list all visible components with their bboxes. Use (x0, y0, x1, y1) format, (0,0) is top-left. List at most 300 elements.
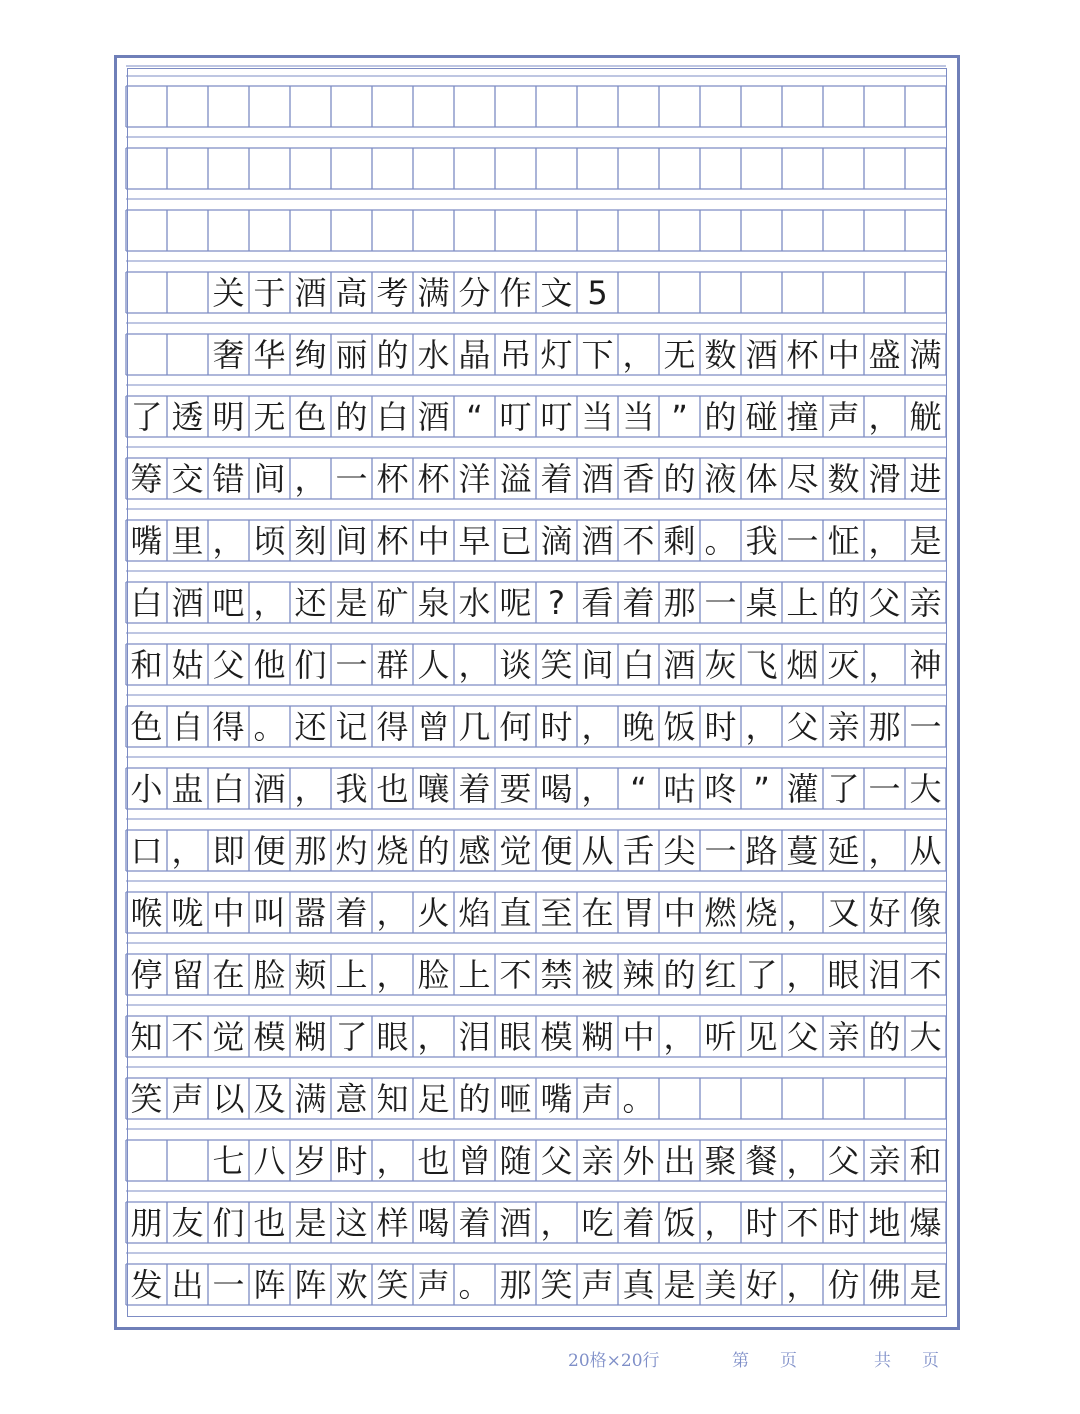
grid-char: 父 (786, 707, 819, 746)
grid-char: 着 (335, 893, 368, 932)
grid-char: 数 (704, 335, 737, 374)
grid-char: 咚 (704, 769, 737, 808)
grid-char: 中 (827, 335, 860, 374)
grid-char: 觉 (499, 831, 532, 870)
grid-char: 糊 (294, 1017, 327, 1056)
grid-char: 一 (786, 521, 819, 560)
grid-char: 眼 (376, 1017, 409, 1056)
grid-char: 要 (499, 769, 532, 808)
grid-char: ， (171, 831, 204, 870)
grid-char: 烧 (376, 831, 409, 870)
grid-char: 时 (335, 1141, 368, 1180)
grid-char: 桌 (745, 583, 778, 622)
grid-char: ” (753, 769, 770, 808)
grid-char: 亲 (909, 583, 942, 622)
grid-char: 间 (253, 459, 286, 498)
grid-char: 白 (376, 397, 409, 436)
grid-char: 路 (745, 831, 778, 870)
grid-char: 酒 (294, 273, 327, 312)
grid-char: 的 (663, 955, 696, 994)
grid-char: 的 (335, 397, 368, 436)
grid-char: 。 (704, 521, 737, 560)
grid-char: 火 (417, 893, 450, 932)
grid-char: 中 (212, 893, 245, 932)
grid-char: 延 (827, 831, 860, 870)
grid-char: 是 (909, 1265, 942, 1304)
grid-char: 像 (909, 893, 942, 932)
grid-char: 盛 (868, 335, 901, 374)
grid-char: ” (671, 397, 688, 436)
grid-char: 中 (663, 893, 696, 932)
grid-char: ， (540, 1203, 573, 1242)
grid-char: 交 (171, 459, 204, 498)
grid-char: 口 (130, 831, 163, 870)
grid-char: 得 (376, 707, 409, 746)
grid-char: 看 (581, 583, 614, 622)
grid-char: 撞 (786, 397, 819, 436)
grid-char: 酒 (745, 335, 778, 374)
grid-char: 不 (786, 1203, 819, 1242)
grid-char: 当 (622, 397, 655, 436)
grid-char: 已 (499, 521, 532, 560)
grid-char: 感 (458, 831, 491, 870)
grid-char: 着 (540, 459, 573, 498)
grid-char: 曾 (417, 707, 450, 746)
grid-char: 知 (130, 1017, 163, 1056)
grid-char: 不 (171, 1017, 204, 1056)
grid-char: 白 (622, 645, 655, 684)
grid-char: 关 (212, 273, 245, 312)
grid-char: 错 (212, 459, 245, 498)
grid-char: 。 (253, 707, 286, 746)
grid-char: 满 (417, 273, 450, 312)
grid-char: 声 (827, 397, 860, 436)
grid-char: 留 (171, 955, 204, 994)
grid-char: 早 (458, 521, 491, 560)
grid-char: 烟 (786, 645, 819, 684)
grid-char: 尖 (663, 831, 696, 870)
grid-char: 杯 (786, 335, 819, 374)
grid-char: 声 (417, 1265, 450, 1304)
grid-char: 间 (581, 645, 614, 684)
grid-char: 从 (909, 831, 942, 870)
grid-char: 白 (212, 769, 245, 808)
grid-char: ， (786, 955, 819, 994)
grid-char: 5 (587, 273, 608, 312)
grid-char: 吧 (212, 583, 245, 622)
grid-char: 听 (704, 1017, 737, 1056)
grid-char: 一 (704, 583, 737, 622)
grid-char: 一 (704, 831, 737, 870)
grid-char: 是 (294, 1203, 327, 1242)
grid-char: ， (212, 521, 245, 560)
grid-char: 的 (458, 1079, 491, 1118)
grid-char: 那 (663, 583, 696, 622)
grid-char: 泉 (417, 583, 450, 622)
grid-char: 及 (253, 1079, 286, 1118)
grid-char: 那 (294, 831, 327, 870)
grid-char: 好 (868, 893, 901, 932)
grid-char: 胃 (622, 893, 655, 932)
grid-char: 不 (622, 521, 655, 560)
grid-char: 发 (130, 1265, 163, 1304)
grid-char: 岁 (294, 1141, 327, 1180)
grid-char: 灌 (786, 769, 819, 808)
grid-char: 声 (581, 1265, 614, 1304)
grid-char: 喝 (417, 1203, 450, 1242)
grid-char: 无 (253, 397, 286, 436)
grid-char: 饭 (663, 1203, 696, 1242)
grid-char: 欢 (335, 1265, 368, 1304)
grid-char: ， (253, 583, 286, 622)
grid-char: 剩 (663, 521, 696, 560)
grid-char: 是 (663, 1265, 696, 1304)
grid-char: 杯 (376, 521, 409, 560)
grid-char: 的 (827, 583, 860, 622)
grid-char: 群 (376, 645, 409, 684)
grid-char: 自 (171, 707, 204, 746)
grid-char: 分 (458, 273, 491, 312)
grid-char: 真 (622, 1265, 655, 1304)
grid-char: 糊 (581, 1017, 614, 1056)
grid-char: 文 (540, 273, 573, 312)
grid-char: 一 (335, 645, 368, 684)
grid-char: 见 (745, 1017, 778, 1056)
grid-char: 时 (827, 1203, 860, 1242)
grid-char: 着 (622, 583, 655, 622)
grid-char: 觉 (212, 1017, 245, 1056)
grid-char: 便 (253, 831, 286, 870)
total-label-prefix: 共 (874, 1351, 891, 1371)
grid-char: 滑 (868, 459, 901, 498)
grid-char: 洋 (458, 459, 491, 498)
grid-char: 泪 (458, 1017, 491, 1056)
grid-char: 以 (212, 1079, 245, 1118)
grid-char: 美 (704, 1265, 737, 1304)
grid-char: ， (294, 459, 327, 498)
grid-char: 当 (581, 397, 614, 436)
grid-char: 餐 (745, 1141, 778, 1180)
grid-char: 大 (909, 1017, 942, 1056)
grid-char: 何 (499, 707, 532, 746)
grid-char: 数 (827, 459, 860, 498)
grid-char: 筹 (130, 459, 163, 498)
grid-char: 高 (335, 273, 368, 312)
grid-char: 一 (212, 1265, 245, 1304)
grid-char: 足 (417, 1079, 450, 1118)
grid-char: 杯 (417, 459, 450, 498)
grid-char: 色 (130, 707, 163, 746)
grid-char: 间 (335, 521, 368, 560)
grid-char: ， (868, 397, 901, 436)
grid-char: 上 (786, 583, 819, 622)
grid-char: 明 (212, 397, 245, 436)
grid-char: 酒 (417, 397, 450, 436)
grid-char: 眼 (827, 955, 860, 994)
grid-char: 了 (745, 955, 778, 994)
grid-char: 丽 (335, 335, 368, 374)
grid-char: 亲 (827, 1017, 860, 1056)
grid-char: 白 (130, 583, 163, 622)
grid-char: ， (745, 707, 778, 746)
page-label-prefix: 第 (732, 1351, 749, 1371)
grid-char: ， (376, 955, 409, 994)
grid-char: 叮 (540, 397, 573, 436)
grid-char: 作 (499, 273, 532, 312)
grid-char: 刻 (294, 521, 327, 560)
grid-char: 灼 (335, 831, 368, 870)
grid-char: 叮 (499, 397, 532, 436)
grid-char: 的 (704, 397, 737, 436)
grid-char: 喉 (130, 893, 163, 932)
grid-char: 的 (663, 459, 696, 498)
grid-char: 八 (253, 1141, 286, 1180)
grid-char: 声 (581, 1079, 614, 1118)
grid-char: 小 (130, 769, 163, 808)
grid-char: 透 (171, 397, 204, 436)
grid-char: 笑 (130, 1079, 163, 1118)
grid-char: 上 (458, 955, 491, 994)
grid-char: ， (663, 1017, 696, 1056)
grid-char: 的 (376, 335, 409, 374)
grid-char: “ (630, 769, 647, 808)
grid-char: 笑 (540, 645, 573, 684)
grid-char: 觥 (909, 397, 942, 436)
grid-char: 咂 (499, 1079, 532, 1118)
grid-char: 父 (827, 1141, 860, 1180)
grid-char: 那 (499, 1265, 532, 1304)
grid-char: 们 (294, 645, 327, 684)
grid-char: 中 (622, 1017, 655, 1056)
grid-char: 飞 (745, 645, 778, 684)
grid-char: 也 (376, 769, 409, 808)
grid-char: 杯 (376, 459, 409, 498)
grid-char: 溢 (499, 459, 532, 498)
grid-char: 里 (171, 521, 204, 560)
grid-char: 顷 (253, 521, 286, 560)
grid-char: 喝 (540, 769, 573, 808)
grid-char: 满 (294, 1079, 327, 1118)
grid-char: 好 (745, 1265, 778, 1304)
grid-char: 时 (745, 1203, 778, 1242)
grid-char: 了 (827, 769, 860, 808)
grid-char: 那 (868, 707, 901, 746)
grid-char: ， (294, 769, 327, 808)
grid-char: 声 (171, 1079, 204, 1118)
grid-char: 外 (622, 1141, 655, 1180)
grid-char: ， (786, 893, 819, 932)
grid-char: 模 (540, 1017, 573, 1056)
grid-char: ， (376, 893, 409, 932)
grid-char: 脸 (417, 955, 450, 994)
grid-char: 呢 (499, 583, 532, 622)
grid-char: 了 (335, 1017, 368, 1056)
grid-char: 笑 (376, 1265, 409, 1304)
grid-char: 酒 (663, 645, 696, 684)
grid-char: 于 (253, 273, 286, 312)
grid-char: ， (622, 335, 655, 374)
grid-char: 聚 (704, 1141, 737, 1180)
grid-char: 在 (581, 893, 614, 932)
grid-char: ， (458, 645, 491, 684)
grid-char: 一 (335, 459, 368, 498)
grid-char: 颊 (294, 955, 327, 994)
grid-char: 奢 (212, 335, 245, 374)
grid-char: 尽 (786, 459, 819, 498)
grid-char: 地 (868, 1203, 901, 1242)
grid-char: 灯 (540, 335, 573, 374)
grid-char: 嘴 (540, 1079, 573, 1118)
grid-char: 着 (458, 769, 491, 808)
grid-char: 晚 (622, 707, 655, 746)
grid-char: 禁 (540, 955, 573, 994)
grid-char: 考 (376, 273, 409, 312)
grid-char: 至 (540, 893, 573, 932)
grid-char: 曾 (458, 1141, 491, 1180)
grid-char: 酒 (253, 769, 286, 808)
grid-char: 出 (171, 1265, 204, 1304)
grid-char: 姑 (171, 645, 204, 684)
grid-char: 着 (458, 1203, 491, 1242)
grid-char: 父 (868, 583, 901, 622)
grid-char: 出 (663, 1141, 696, 1180)
grid-char: 晶 (458, 335, 491, 374)
grid-char: 蔓 (786, 831, 819, 870)
grid-char: 也 (253, 1203, 286, 1242)
grid-char: 嚣 (294, 893, 327, 932)
grid-char: 酒 (581, 459, 614, 498)
grid-char: 样 (376, 1203, 409, 1242)
page-label-suffix: 页 (780, 1351, 797, 1371)
grid-char: 神 (909, 645, 942, 684)
grid-char: 眼 (499, 1017, 532, 1056)
grid-char: 和 (130, 645, 163, 684)
grid-char: 父 (786, 1017, 819, 1056)
grid-char: 色 (294, 397, 327, 436)
grid-char: “ (466, 397, 483, 436)
grid-char: 燃 (704, 893, 737, 932)
grid-char: 矿 (376, 583, 409, 622)
grid-char: 也 (417, 1141, 450, 1180)
grid-char: ， (868, 521, 901, 560)
grid-char: 又 (827, 893, 860, 932)
grid-char: ， (868, 645, 901, 684)
grid-char: 无 (663, 335, 696, 374)
grid-char: 嚷 (417, 769, 450, 808)
grid-char: 直 (499, 893, 532, 932)
grid-char: 意 (335, 1079, 368, 1118)
grid-char: 红 (704, 955, 737, 994)
grid-char: 是 (335, 583, 368, 622)
grid-char: 朋 (130, 1203, 163, 1242)
grid-char: 我 (745, 521, 778, 560)
grid-char: 模 (253, 1017, 286, 1056)
grid-char: ， (704, 1203, 737, 1242)
grid-char: 时 (540, 707, 573, 746)
grid-char: 华 (253, 335, 286, 374)
grid-char: ， (868, 831, 901, 870)
grid-char: 爆 (909, 1203, 942, 1242)
grid-char: 和 (909, 1141, 942, 1180)
grid-char: 知 (376, 1079, 409, 1118)
grid-char: 还 (294, 583, 327, 622)
grid-char: 他 (253, 645, 286, 684)
grid-char: 随 (499, 1141, 532, 1180)
grid-char: 佛 (868, 1265, 901, 1304)
grid-char: 叫 (253, 893, 286, 932)
grid-char: 水 (417, 335, 450, 374)
grid-char: 一 (909, 707, 942, 746)
grid-char: 几 (458, 707, 491, 746)
grid-char: 满 (909, 335, 942, 374)
grid-char: 。 (622, 1079, 655, 1118)
grid-char: 谈 (499, 645, 532, 684)
grid-char: 饭 (663, 707, 696, 746)
page-footer (0, 1346, 1080, 1370)
grid-char: 吃 (581, 1203, 614, 1242)
grid-char: 中 (417, 521, 450, 560)
grid-char: 体 (745, 459, 778, 498)
grid-char: 即 (212, 831, 245, 870)
grid-char: 仿 (827, 1265, 860, 1304)
grid-char: 上 (335, 955, 368, 994)
grid-char: 我 (335, 769, 368, 808)
grid-char: 下 (581, 335, 614, 374)
grid-char: 父 (540, 1141, 573, 1180)
grid-char: 不 (909, 955, 942, 994)
grid-spec-label: 20格×20行 (568, 1351, 660, 1371)
grid-char: 得 (212, 707, 245, 746)
grid-char: 停 (130, 955, 163, 994)
grid-char: 焰 (458, 893, 491, 932)
total-label-suffix: 页 (922, 1351, 939, 1371)
grid-char: 还 (294, 707, 327, 746)
grid-char: 滴 (540, 521, 573, 560)
grid-char: 香 (622, 459, 655, 498)
grid-char: 盅 (171, 769, 204, 808)
grid-char: 阵 (253, 1265, 286, 1304)
grid-char: ， (786, 1265, 819, 1304)
grid-char: 七 (212, 1141, 245, 1180)
grid-char: 灭 (827, 645, 860, 684)
grid-char: 从 (581, 831, 614, 870)
grid-char: 友 (171, 1203, 204, 1242)
grid-char: 时 (704, 707, 737, 746)
grid-char: 灰 (704, 645, 737, 684)
grid-char: 的 (417, 831, 450, 870)
grid-char: 辣 (622, 955, 655, 994)
grid-char: 记 (335, 707, 368, 746)
grid-char: ， (417, 1017, 450, 1056)
grid-char: 的 (868, 1017, 901, 1056)
grid-char: 亲 (868, 1141, 901, 1180)
grid-char: 怔 (827, 521, 860, 560)
grid-char: 人 (417, 645, 450, 684)
grid-char: 父 (212, 645, 245, 684)
grid-char: ， (581, 769, 614, 808)
grid-char: 一 (868, 769, 901, 808)
grid-char: 水 (458, 583, 491, 622)
grid-char: 是 (909, 521, 942, 560)
grid-char: 笑 (540, 1265, 573, 1304)
grid-char: 亲 (581, 1141, 614, 1180)
grid-char: 们 (212, 1203, 245, 1242)
grid-char: 了 (130, 397, 163, 436)
grid-char: 酒 (171, 583, 204, 622)
grid-char: 碰 (745, 397, 778, 436)
grid-char: 泪 (868, 955, 901, 994)
grid-char: 。 (458, 1265, 491, 1304)
